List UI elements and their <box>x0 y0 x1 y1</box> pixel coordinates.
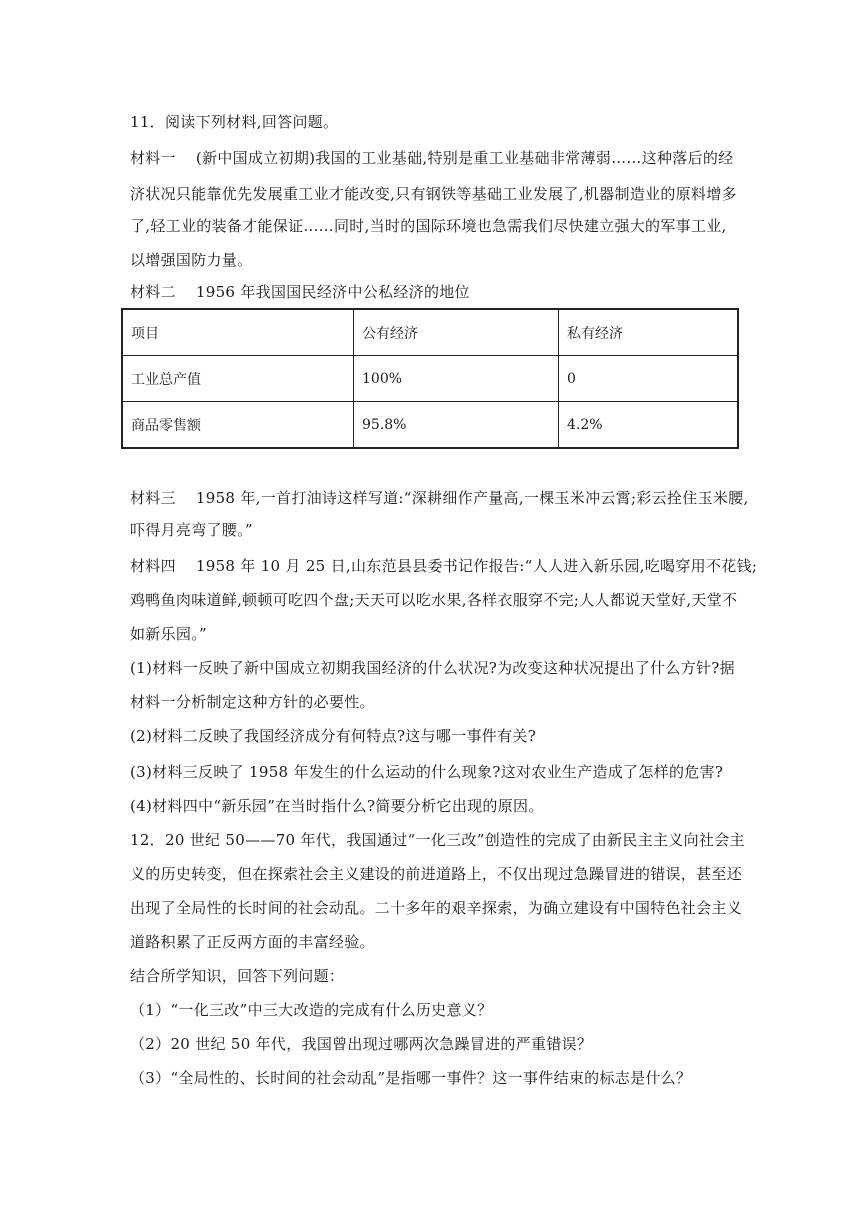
q12-question: （3）“全局性的、长时间的社会动乱”是指哪一事件？这一事件结束的标志是什么？ <box>130 1069 692 1087</box>
q12-text-line: 道路积累了正反两方面的丰富经验。 <box>130 933 375 951</box>
m1-text-line: 以增强国防力量。 <box>130 251 253 269</box>
m2-label: 材料二 <box>130 283 176 301</box>
m4-text-line: 鸡鸭鱼肉味道鲜,顿顿可吃四个盘;天天可以吃水果,各样衣服穿不完;人人都说天堂好,天堂不 <box>130 591 738 609</box>
m2-heading <box>130 282 470 302</box>
table-row <box>122 402 738 449</box>
m3-text-line: 吓得月亮弯了腰。” <box>130 521 253 539</box>
table-header-cell: 私有经济 <box>559 309 739 356</box>
table-header-cell: 项目 <box>122 309 354 356</box>
q12-text-line: 12．20 世纪 50——70 年代，我国通过“一化三改”创造性的完成了由新民主主义向社会主 <box>130 831 745 849</box>
m3-label: 材料三 <box>130 489 176 507</box>
table-cell: 100% <box>354 356 559 402</box>
q11-question: (2)材料二反映了我国经济成分有何特点?这与哪一事件有关? <box>130 727 537 745</box>
table-cell: 工业总产值 <box>122 356 354 402</box>
table-cell: 4.2% <box>559 402 739 449</box>
q12-question: （2）20 世纪 50 年代，我国曾出现过哪两次急躁冒进的严重错误？ <box>130 1035 593 1053</box>
table-row <box>122 356 738 402</box>
m1-text-line: (新中国成立初期)我国的工业基础,特别是重工业基础非常薄弱……这种落后的经 <box>195 149 734 167</box>
q12-intro: 结合所学知识，回答下列问题： <box>130 967 345 985</box>
m4-first-line <box>130 556 757 576</box>
m4-label: 材料四 <box>130 557 176 575</box>
m1-text-line: 济状况只能靠优先发展重工业才能改变,只有钢铁等基础工业发展了,机器制造业的原料增多 <box>130 185 737 203</box>
q11-question: 材料一分析制定这种方针的必要性。 <box>130 693 375 711</box>
q11-question: (3)材料三反映了 1958 年发生的什么运动的什么现象?这对农业生产造成了怎样的危害? <box>130 763 724 781</box>
m3-text-line: 1958 年,一首打油诗这样写道:“深耕细作产量高,一棵玉米冲云霄;彩云拴住玉米腰, <box>195 489 749 507</box>
table-header-row <box>122 309 738 356</box>
table-header-cell: 公有经济 <box>354 309 559 356</box>
m4-text-line: 如新乐园。” <box>130 625 207 643</box>
m1-text-line: 了,轻工业的装备才能保证……同时,当时的国际环境也急需我们尽快建立强大的军事工业, <box>130 217 727 235</box>
economy-table <box>121 308 739 449</box>
q12-text-line: 义的历史转变，但在探索社会主义建设的前进道路上，不仅出现过急躁冒进的错误，甚至还 <box>130 865 743 883</box>
q11-question: (4)材料四中“新乐园”在当时指什么?简要分析它出现的原因。 <box>130 797 544 815</box>
m3-first-line <box>130 488 749 508</box>
q11-question: (1)材料一反映了新中国成立初期我国经济的什么状况?为改变这种状况提出了什么方针?据 <box>130 659 735 677</box>
table-cell: 商品零售额 <box>122 402 354 449</box>
m1-label: 材料一 <box>130 149 176 167</box>
m1-first-line <box>130 148 733 168</box>
q12-question: （1）“一化三改”中三大改造的完成有什么历史意义？ <box>130 1001 493 1019</box>
table-cell: 95.8% <box>354 402 559 449</box>
table-cell: 0 <box>559 356 739 402</box>
q12-text-line: 出现了全局性的长时间的社会动乱。二十多年的艰辛探索，为确立建设有中国特色社会主义 <box>130 899 743 917</box>
m2-title: 1956 年我国国民经济中公私经济的地位 <box>195 283 470 301</box>
q11-prompt: 11．阅读下列材料,回答问题。 <box>130 113 339 131</box>
m4-text-line: 1958 年 10 月 25 日,山东范县县委书记作报告:“人人进入新乐园,吃喝穿用不花钱; <box>195 557 758 575</box>
